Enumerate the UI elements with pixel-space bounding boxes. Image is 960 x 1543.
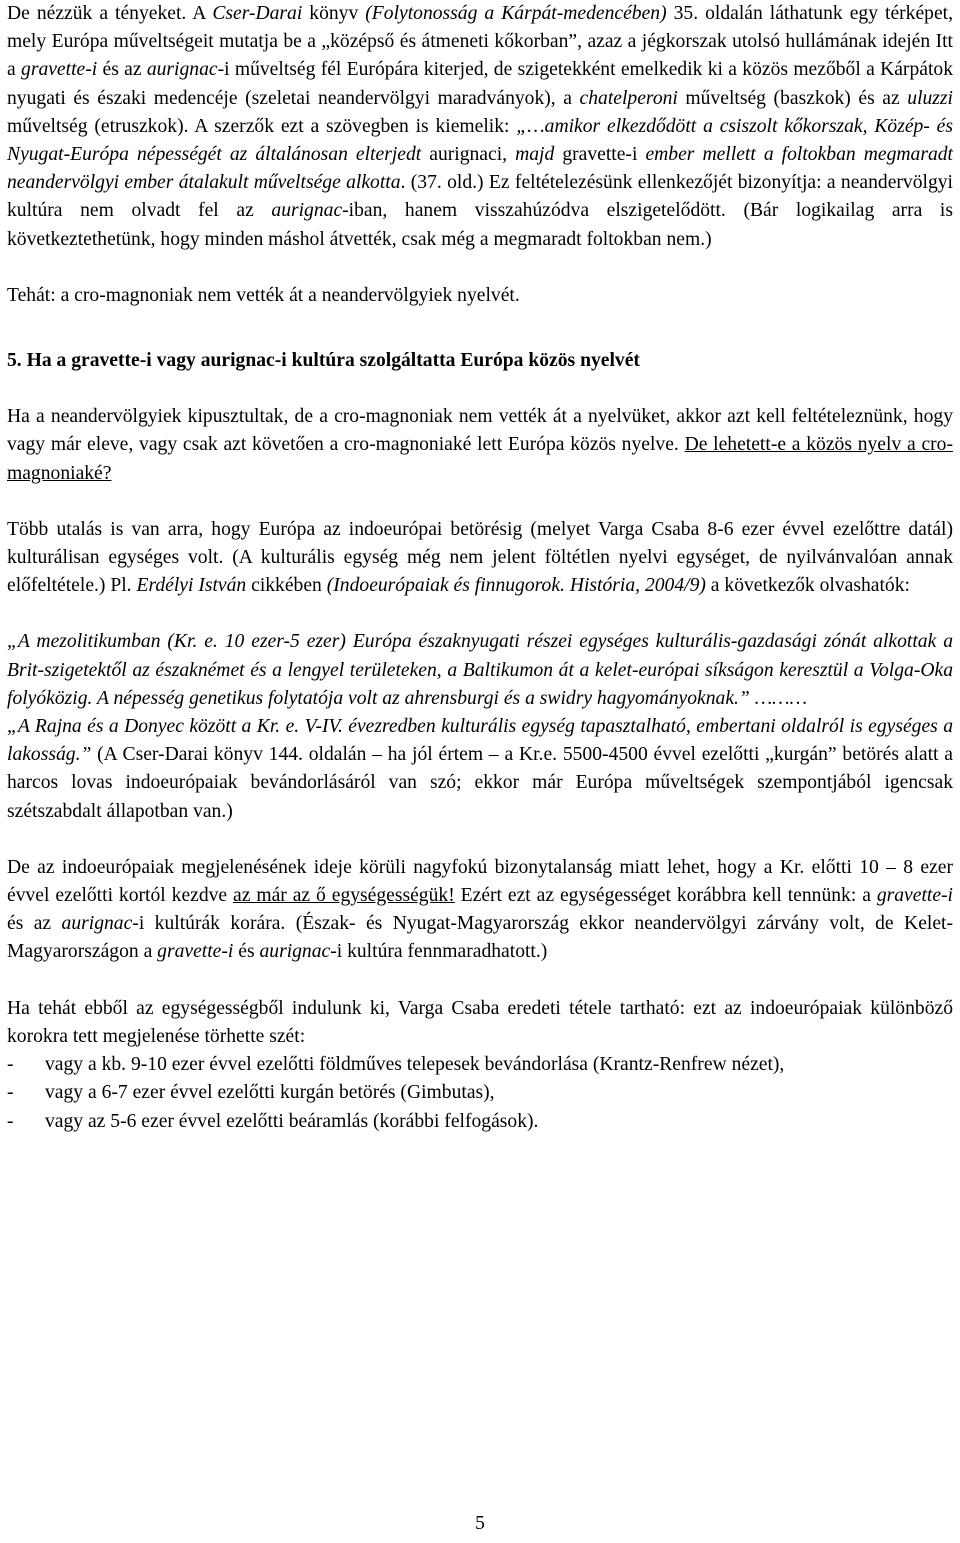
italic-span: majd <box>515 144 563 166</box>
text-span: De az indoeurópaiak megjelenésének ideje körüli nagyfokú bizonytalanság miatt lehet, hogy a Kr. előtti 10 – 8 ezer évvel ezelőtti kortól kezdve <box>7 856 953 907</box>
text-span: Ha a neandervölgyiek kipusztultak, de a cro-magnoniak nem vették át a nyelvüket, akkor azt kell feltételeznünk, hogy vagy már eleve, vagy csak azt követően a cro-magnoniaké lett Európa közös nyelve. <box>7 406 953 456</box>
text-span: műveltség (baszkok) és az <box>677 87 908 109</box>
text-span: Ezért ezt az egységességet korábbra kell tennünk: a <box>454 885 877 907</box>
text-span: a következők olvashatók: <box>705 575 910 597</box>
text-span: cikkében <box>246 575 327 597</box>
text-span: könyv <box>302 3 366 24</box>
text-span: De nézzük a tényeket. A <box>7 3 213 24</box>
paragraph-hypothesis <box>7 403 953 488</box>
text-span: -i kultúrák korára. (Észak- és Nyugat-Magyarország ekkor neandervölgyi zárvány volt, de Kelet-Magyarországon a <box>7 913 953 963</box>
italic-span: gravette-i <box>21 59 98 81</box>
bullet-list <box>7 1051 953 1136</box>
list-item <box>7 1079 953 1107</box>
italic-span: gravette-i <box>157 941 234 963</box>
list-item-text: vagy a 6-7 ezer évvel ezelőtti kurgán betörés (Gimbutas), <box>45 1082 495 1104</box>
text-span: aurignaci, <box>429 144 516 166</box>
paragraph-conclusion: Tehát: a cro-magnoniak nem vették át a neandervölgyiek nyelvét. <box>7 284 520 306</box>
underlined-phrase: az már az ő egységességük! <box>233 885 455 907</box>
quote-italic-span: ember mellett a foltokban megmaradt neandervölgyi ember átalakult műveltsége alkotta <box>7 144 953 194</box>
document-page <box>7 0 953 1136</box>
paragraph-summary: Ha tehát ebből az egységességből indulunk ki, Varga Csaba eredeti tétele tartható: ezt az indoeurópaiak különböző korokra tett megjelenése törhette szét: <box>7 997 953 1047</box>
italic-span: aurignac <box>259 941 331 963</box>
text-span: . (37. old.) Ez feltételezésünk ellenkezőjét bizonyítja: a neandervölgyi kultúra nem olvadt fel az <box>7 172 954 222</box>
list-item-text: vagy a kb. 9-10 ezer évvel ezelőtti földműves telepesek bevándorlása (Krantz-Renfrew nézet), <box>45 1054 785 1076</box>
italic-span: uluzzi <box>907 87 953 109</box>
quote-italic-span: „A Rajna és a Donyec között a Kr. e. V-IV. évezredben kulturális egység tapasztalható, embertani oldalról is egységes a lakosság.” <box>7 716 953 766</box>
text-span: és az <box>97 59 147 81</box>
dash-bullet: - <box>7 1082 14 1104</box>
quote-italic-span: „A mezolitikumban (Kr. e. 10 ezer-5 ezer) Európa északnyugati részei egységes kulturális-gazdasági zónát alkottak a Brit-szigetektől az északnémet és a lengyel területeken, a Baltikumon át a kelet-európai síkságon keresztül a Volga-Oka folyóközig. A népesség genetikus folytatója volt az ahrensburgi és a swidry hagyományoknak.” ……… <box>7 631 953 709</box>
text-span: 35. oldalán láthatunk egy térképet, mely Európa műveltségeit mutatja be a „középső és átmeneti kőkorban”, azaz a jégkorszak utolsó hullámának idején Itt a <box>7 3 953 81</box>
underlined-question: De lehetett-e a közös nyelv a cro-magnoniaké? <box>7 434 953 484</box>
text-span: és az <box>7 913 62 935</box>
paragraph-uncertainty <box>7 854 953 967</box>
list-item <box>7 1108 953 1136</box>
quote-italic-span: „…amikor elkezdődött a csiszolt kőkorszak, Közép- és Nyugat-Európa népességét az általánosan elterjedt <box>7 115 953 166</box>
italic-span: chatelperoni <box>579 87 678 109</box>
author-name: Erdélyi István <box>136 575 247 597</box>
dash-bullet: - <box>7 1110 14 1132</box>
section-heading: 5. Ha a gravette-i vagy aurignac-i kultúra szolgáltatta Európa közös nyelvét <box>7 350 640 372</box>
text-span: Több utalás is van arra, hogy Európa az indoeurópai betörésig (melyet Varga Csaba 8-6 ezer évvel ezelőttre datál) kulturálisan egységes volt. (A kulturális egység még nem jelent föltétlen nyelvi egységet, de nyilvánvalóan annak előfeltétele.) Pl. <box>7 518 953 597</box>
text-span: -iban, hanem visszahúzódva elszigetelődött. (Bár logikailag arra is következtethetünk, hogy minden máshol átvették, csak még a megmaradt foltokban nem.) <box>7 200 953 250</box>
text-span: (A Cser-Darai könyv 144. oldalán – ha jól értem – a Kr.e. 5500-4500 évvel ezelőtti „kurgán” betörés alatt a harcos lovas indoeurópaiak bevándorlásáról van szó; ekkor már Európa műveltségek szempontjából igencsak szétszabdalt állapotban van.) <box>7 744 953 822</box>
italic-span: aurignac <box>271 200 343 222</box>
paragraph-quotation <box>7 628 953 825</box>
page-number: 5 <box>475 1513 485 1534</box>
list-item-text: vagy az 5-6 ezer évvel ezelőtti beáramlás (korábbi felfogások). <box>45 1110 539 1132</box>
paragraph-evidence <box>7 516 953 601</box>
dash-bullet: - <box>7 1054 14 1076</box>
italic-span: aurignac <box>61 913 133 935</box>
citation-title: (Indoeurópaiak és finnugorok. História, 2004/9) <box>326 575 706 597</box>
text-span: -i műveltség fél Európára kiterjed, de szigetekként emelkedik ki a közös mezőből a Kárpátok nyugati és északi medencéje (szeletai neandervölgyi maradványok), a <box>7 59 953 109</box>
text-span: -i kultúra fennmaradhatott.) <box>330 941 548 963</box>
italic-span: (Folytonosság a Kárpát-medencében) <box>365 3 667 24</box>
italic-span: aurignac <box>146 59 218 81</box>
italic-span: Cser-Darai <box>212 3 303 24</box>
text-span: műveltség (etruszkok). A szerzők ezt a szövegben is kiemelik: <box>7 115 517 137</box>
text-span: gravette-i <box>562 144 646 166</box>
italic-span: gravette-i <box>876 885 953 907</box>
paragraph-intro <box>7 0 953 254</box>
text-span: és <box>233 941 260 963</box>
list-item <box>7 1051 953 1079</box>
